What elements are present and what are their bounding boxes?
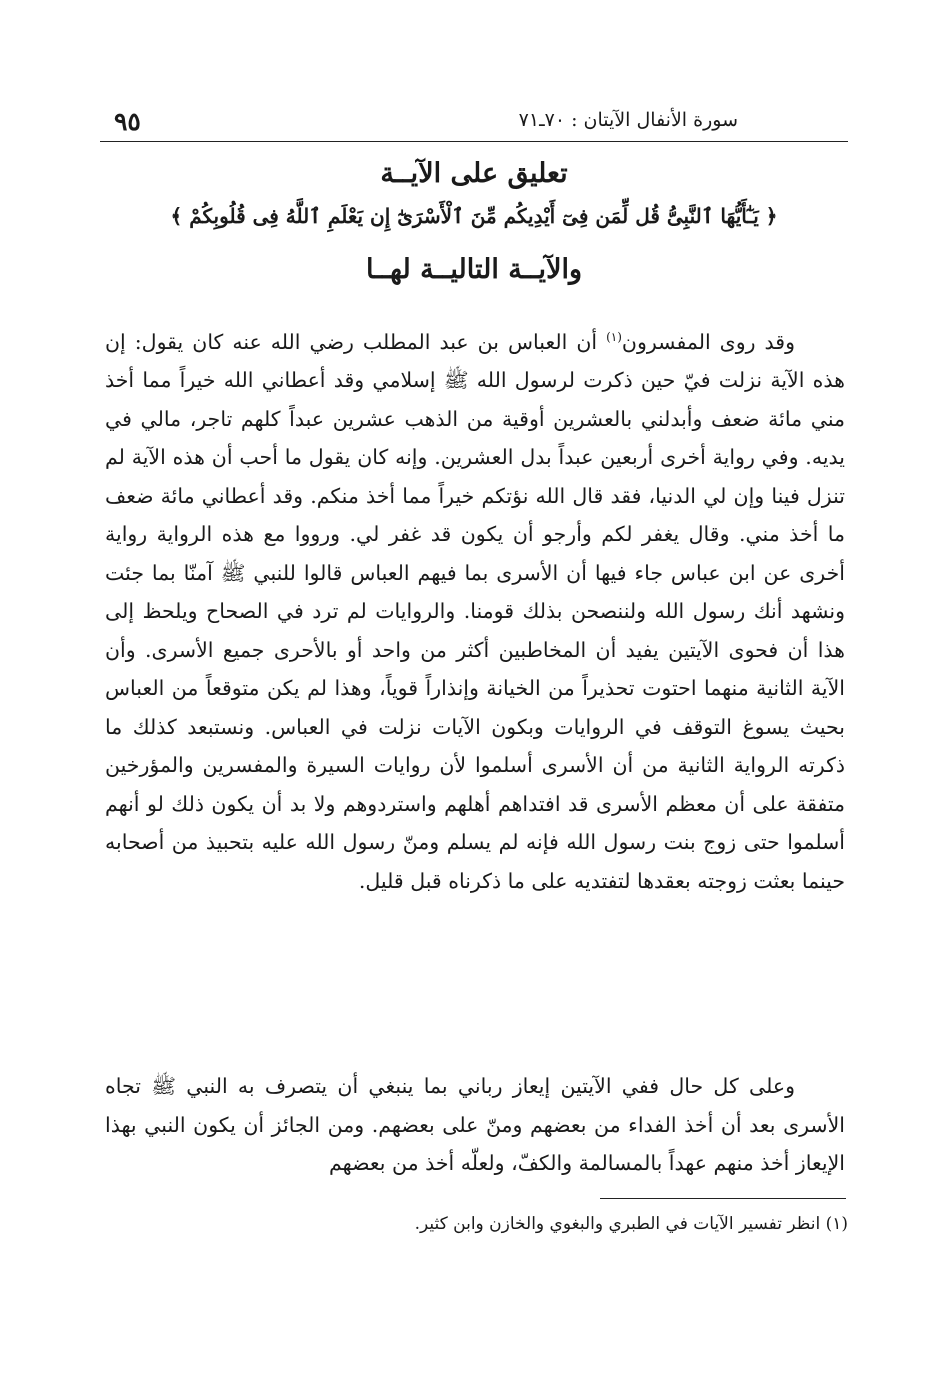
paragraph-2: وعلى كل حال ففي الآيتين إيعاز رباني بما ينبغي أن يتصرف به النبي ﷺ تجاه الأسرى بعد أن أخذ الفداء من بعضهم ومنّ على بعضهم. ومن الجائز أن يكون النبي بهذا الإيعاز أخذ منهم عهداً بالمسالمة والكفّ، ولعلّه أخذ من بعضهم <box>105 1074 845 1175</box>
running-header <box>100 105 848 142</box>
footnote-divider <box>600 1198 846 1199</box>
footnote-ref[interactable]: (١) <box>606 330 622 344</box>
paragraph-1-text: أن العباس بن عبد المطلب رضي الله عنه كان يقول: إن هذه الآية نزلت فيّ حين ذكرت لرسول الله ﷺ إسلامي وقد أعطاني الله خيراً مما أخذ مني مائة ضعف وأبدلني بالعشرين أوقية من الذهب عشرين عبداً كلهم تاجر، مالي في يديه. وفي رواية أخرى أربعين عبداً بدل العشرين. وإنه كان يقول ما أحب أن هذه الآية لم تنزل فينا وإن لي الدنيا، فقد قال الله نؤتكم خيراً مما أخذ منكم. وقد أعطاني مائة ضعف ما أخذ مني. وقال يغفر لكم وأرجو أن يكون قد غفر لي. ورووا مع هذه الرواية رواية أخرى عن ابن عباس جاء فيها أن الأسرى بما فيهم العباس قالوا للنبي ﷺ آمنّا بما جئت ونشهد أنك رسول الله ولننصحن بذلك قومنا. والروايات لم ترد في الصحاح ويلحظ إلى هذا أن فحوى الآيتين يفيد أن المخاطبين أكثر من واحد أو بالأحرى جميع الأسرى. وأن الآية الثانية منهما احتوت تحذيراً من الخيانة وإنذاراً قوياً، وهذا لم يكن متوقعاً من العباس بحيث يسوغ التوقف في الروايات وبكون الآيات نزلت في العباس. ونستبعد كذلك ما ذكرته الرواية الثانية من أن الأسرى أسلموا لأن روايات السيرة والمفسرين والمؤرخين متفقة على أن معظم الأسرى قد افتداهم أهلهم واستردوهم ولا بد أن يكون ذلك لو أنهم أسلموا حتى زوج بنت رسول الله فإنه لم يسلم ومنّ رسول الله عليه بتحبيذ من أصحابه حينما بعثت زوجته بعقدها لتفتديه على ما ذكرناه قبل قليل. <box>105 329 845 893</box>
quran-verse: ﴿ يَـٰٓأَيُّهَا ٱلنَّبِىُّ قُل لِّمَن فِىٓ أَيْدِيكُم مِّنَ ٱلْأَسْرَىٰٓ إِن يَعْلَمِ ٱللَّهُ فِى قُلُوبِكُمْ ﴾ <box>170 204 778 228</box>
paragraph-1 <box>105 318 845 900</box>
footnote: (١) انظر تفسير الآيات في الطبري والبغوي والخازن وابن كثير. <box>414 1214 848 1234</box>
section-subheading: والآيــة التاليــة لهــا <box>365 254 583 285</box>
page-number: ٩٥ <box>114 107 141 136</box>
chapter-title: سورة الأنفال الآيتان : ٧٠ـ٧١ <box>518 109 738 131</box>
paragraph-1-lead: وقد روى المفسرون <box>621 329 795 354</box>
section-heading: تعليق على الآيــة <box>380 158 568 189</box>
